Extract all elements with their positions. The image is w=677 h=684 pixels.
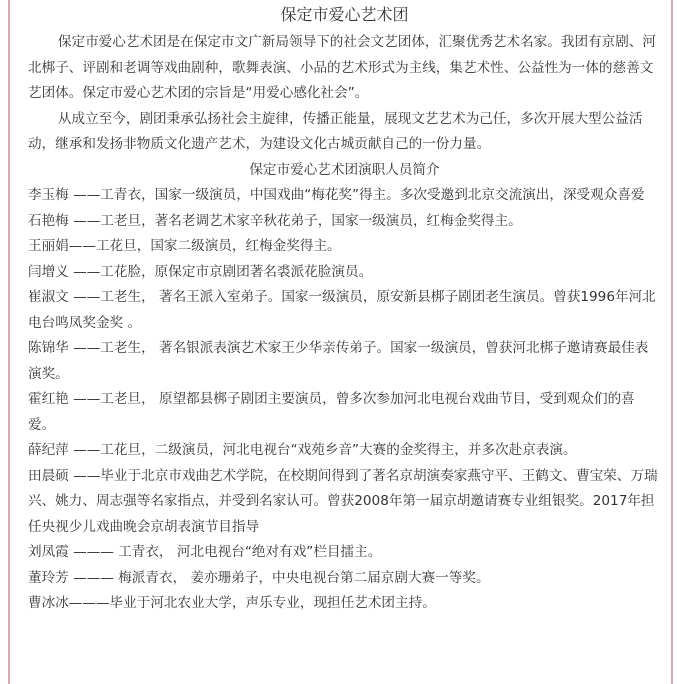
intro-paragraph: 从成立至今，剧团秉承弘扬社会主旋律，传播正能量，展现文艺艺术为己任，多次开展大型公益活动，继承和发扬非物质文化遗产艺术，为建设文化古城贡献自己的一份力量。: [28, 110, 643, 152]
member-entry: 曹冰冰———毕业于河北农业大学，声乐专业，现担任艺术团主持。: [28, 595, 436, 611]
article: [28, 0, 661, 617]
intro-paragraph: 保定市爱心艺术团是在保定市文广新局领导下的社会文艺团体，汇聚优秀艺术名家。我团有京剧、河北梆子、评剧和老调等戏曲剧种，歌舞表演、小品的艺术形式为主线，集艺术性、公益性为一体的慈善文艺团体。保定市爱心艺术团的宗旨是“用爱心感化社会”。: [28, 34, 657, 101]
member-entry: 石艳梅 ——工老旦，著名老调艺术家辛秋花弟子，国家一级演员，红梅金奖得主。: [28, 212, 522, 229]
member-entry: 陈锦华 ——工老生， 著名银派表演艺术家王少华亲传弟子。国家一级演员，曾获河北梆子邀请赛最佳表演奖。: [28, 340, 649, 382]
member-entry: 崔淑文 ——工老生， 著名王派入室弟子。国家一级演员，原安新县梆子剧团老生演员。曾获1996年河北电台鸣凤奖金奖 。: [28, 289, 656, 331]
member-entry: 闫增义 ——工花脸，原保定市京剧团著名裘派花脸演员。: [28, 263, 373, 280]
member-entry: 田晨硕 ——毕业于北京市戏曲艺术学院，在校期间得到了著名京胡演奏家燕守平、王鹤文、曹宝荣、万瑞兴、姚力、周志强等名家指点，并受到名家认可。曾获2008年第一届京胡邀请赛专业组银奖。2017年担任央视少儿戏曲晚会京胡表演节目指导: [28, 467, 658, 535]
member-entry: 刘凤霞 ——— 工青衣， 河北电视台“绝对有戏”栏目擂主。: [28, 544, 382, 560]
member-entry: 王丽娟——工花旦，国家二级演员，红梅金奖得主。: [28, 238, 341, 254]
members-title: 保定市爱心艺术团演职人员简介: [249, 161, 440, 178]
page-border-right: [671, 0, 673, 684]
member-entry: 薛纪萍 ——工花旦，二级演员，河北电视台“戏苑乡音”大赛的金奖得主，并多次赴京表演。: [28, 442, 577, 458]
page-title: 保定市爱心艺术团: [280, 5, 409, 24]
page-border-left: [8, 0, 10, 684]
member-entry: 董玲芳 ——— 梅派青衣， 姜亦珊弟子，中央电视台第二届京剧大赛一等奖。: [28, 569, 490, 586]
member-entry: 霍红艳 ——工老旦， 原望都县梆子剧团主要演员，曾多次参加河北电视台戏曲节目，受到观众们的喜爱。: [28, 391, 635, 433]
member-entry: 李玉梅 ——工青衣，国家一级演员，中国戏曲“梅花奖”得主。多次受邀到北京交流演出，深受观众喜爱: [28, 187, 645, 203]
member-list: [28, 183, 661, 617]
